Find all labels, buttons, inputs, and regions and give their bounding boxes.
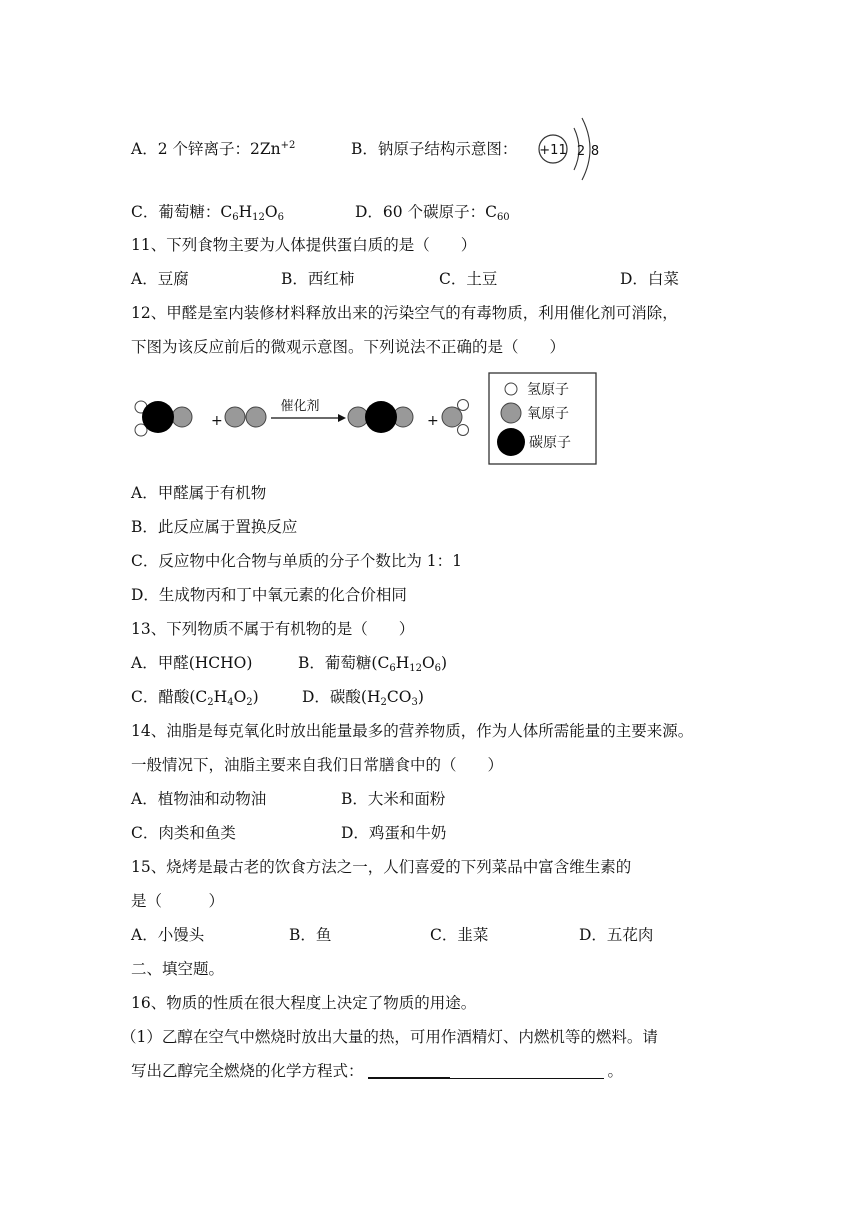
q13-option-c: [131, 686, 259, 708]
q13-stem: 13、下列物质不属于有机物的是（ ）: [131, 620, 415, 638]
text: ): [417, 688, 424, 706]
q14-option-b: B．大米和面粉: [341, 790, 446, 808]
text: O: [233, 688, 247, 706]
carbon-atom: [365, 401, 397, 433]
q13-option-a: A．甲醛(HCHO): [131, 654, 253, 672]
oxygen-atom: [225, 407, 245, 427]
q12-stem-line1: 12、甲醛是室内装修材料释放出来的污染空气的有毒物质，利用催化剂可消除，: [131, 304, 678, 322]
text: D．碳酸(H: [302, 688, 381, 706]
q11-option-b: B．西红柿: [281, 270, 355, 288]
text: B．葡萄糖(C: [298, 654, 390, 672]
atom-legend: [489, 373, 596, 464]
q12-option-b: B．此反应属于置换反应: [131, 518, 298, 536]
formaldehyde-molecule: [135, 401, 192, 436]
q11-option-c: C．土豆: [439, 270, 498, 288]
text: C．醋酸(C: [131, 688, 208, 706]
q14-option-d: D．鸡蛋和牛奶: [341, 824, 447, 842]
q15-stem-line2: 是（ ）: [131, 892, 225, 910]
text: H: [395, 654, 410, 672]
sodium-atom-structure-diagram: [536, 114, 606, 186]
q10-option-a-charge: +2: [280, 140, 296, 151]
carbon-atom: [142, 401, 174, 433]
q10-option-a-text: A．2 个锌离子：2Zn: [131, 140, 281, 158]
q14-option-a: A．植物油和动物油: [131, 790, 267, 808]
q12-option-d: D．生成物丙和丁中氧元素的化合价相同: [131, 586, 407, 604]
q16-part1-line1: （1）乙醇在空气中燃烧时放出大量的热，可用作酒精灯、内燃机等的燃料。请: [121, 1028, 658, 1046]
q15-stem-line1: 15、烧烤是最古老的饮食方法之一，人们喜爱的下列菜品中富含维生素的: [131, 858, 632, 876]
oxygen-atom: [246, 407, 266, 427]
nucleus-charge: +11: [539, 143, 567, 158]
text: H: [238, 203, 253, 221]
q14-option-c: C．肉类和鱼类: [131, 824, 236, 842]
text: 2: [207, 697, 214, 708]
hydrogen-atom: [458, 400, 469, 411]
q15-option-d: D．五花肉: [579, 926, 654, 944]
plus-sign: +: [211, 413, 223, 429]
text: 2: [246, 697, 253, 708]
q11-option-a: A．豆腐: [131, 270, 189, 288]
q15-option-a: A．小馒头: [131, 926, 205, 944]
text: O: [264, 203, 278, 221]
q14-stem-line2: 一般情况下，油脂主要来自我们日常膳食中的（ ）: [131, 756, 504, 774]
text: 60: [496, 212, 510, 223]
text: ): [252, 688, 259, 706]
text: H: [213, 688, 228, 706]
q10-option-a: [131, 138, 295, 160]
q15-option-b: B．鱼: [289, 926, 332, 944]
text: 12: [409, 663, 422, 674]
text: 6: [232, 212, 239, 223]
q10-option-b-text: B．钠原子结构示意图：: [351, 140, 518, 158]
oxygen-molecule: [225, 407, 266, 427]
water-molecule: [442, 400, 469, 436]
answer-blank[interactable]: [368, 1064, 604, 1079]
q11-stem: 11、下列食物主要为人体提供蛋白质的是（ ）: [131, 236, 477, 254]
text: 6: [389, 663, 396, 674]
q10-option-b: [351, 138, 517, 160]
text: 12: [252, 212, 265, 223]
text: O: [421, 654, 435, 672]
catalyst-label: 催化剂: [280, 399, 320, 414]
q11-option-d: D．白菜: [620, 270, 679, 288]
text: ): [441, 654, 448, 672]
reaction-arrow-head: [338, 414, 346, 422]
legend-hydrogen-icon: [505, 383, 517, 395]
q13-option-b: [298, 652, 447, 674]
text: 3: [411, 697, 418, 708]
carbon-dioxide-molecule: [348, 401, 413, 433]
q12-option-c: C．反应物中化合物与单质的分子个数比为 1：1: [131, 552, 463, 570]
legend-oxygen-label: 氧原子: [527, 406, 569, 422]
oxygen-atom: [172, 407, 192, 427]
legend-oxygen-icon: [501, 403, 521, 423]
text: 6: [277, 212, 284, 223]
hydrogen-atom: [458, 425, 469, 436]
q16-part1-period: 。: [607, 1062, 624, 1080]
text: D．60 个碳原子：C: [355, 203, 497, 221]
shell-2-electrons: 8: [590, 144, 600, 159]
q10-option-c: [131, 201, 284, 223]
formaldehyde-reaction-diagram: [128, 370, 608, 470]
shell-1-electrons: 2: [576, 144, 586, 159]
q15-option-c: C．韭菜: [430, 926, 489, 944]
legend-carbon-label: 碳原子: [529, 435, 571, 451]
q14-stem-line1: 14、油脂是每克氧化时放出能量最多的营养物质，作为人体所需能量的主要来源。: [131, 722, 694, 740]
legend-carbon-icon: [497, 428, 525, 456]
q12-stem-line2: 下图为该反应前后的微观示意图。下列说法不正确的是（ ）: [131, 338, 566, 356]
oxygen-atom: [442, 407, 462, 427]
q12-option-a: A．甲醛属于有机物: [131, 484, 267, 502]
text: C．葡萄糖：C: [131, 203, 233, 221]
legend-hydrogen-label: 氢原子: [527, 382, 569, 398]
q13-option-d: [302, 686, 424, 708]
plus-sign: +: [427, 413, 439, 429]
text: CO: [386, 688, 412, 706]
text: 4: [227, 697, 234, 708]
q16-part1-line2: [131, 1060, 623, 1082]
section-heading-fill-in: 二、填空题。: [131, 960, 225, 978]
q10-option-d: [355, 201, 510, 223]
q16-stem: 16、物质的性质在很大程度上决定了物质的用途。: [131, 994, 477, 1012]
text: 6: [434, 663, 442, 674]
text: 2: [380, 697, 387, 708]
q16-part1-prompt: 写出乙醇完全燃烧的化学方程式：: [131, 1062, 364, 1080]
